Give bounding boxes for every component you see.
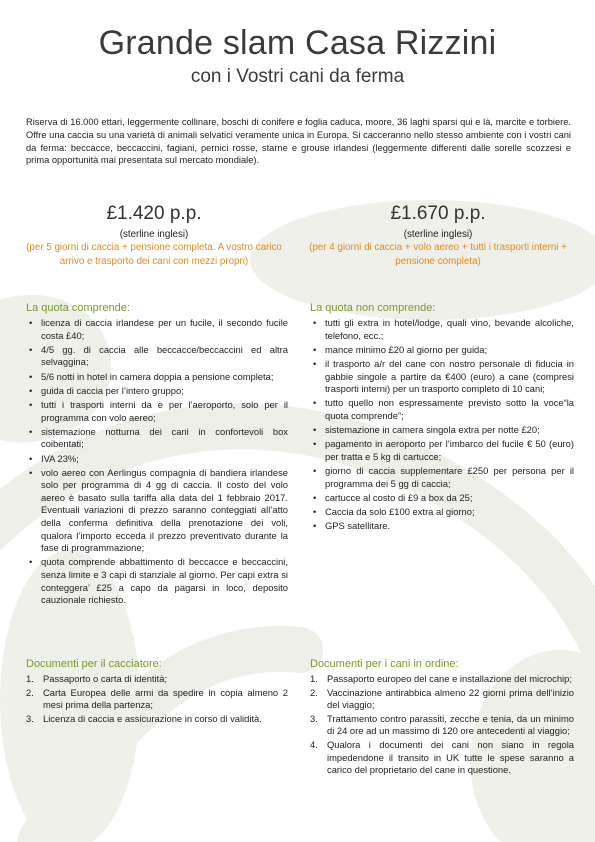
list-item: • 5/6 notti in hotel in camera doppia a pensione completa; [26, 371, 288, 384]
list-item [310, 687, 574, 712]
list-item: • guida di caccia per l’intero gruppo; [26, 385, 288, 398]
list-item [26, 713, 288, 726]
item-number: 3. [26, 712, 34, 724]
section-title: La quota comprende: [26, 302, 130, 314]
list-item [26, 687, 288, 712]
list-item: • mance minimo £20 al giorno per guida; [310, 344, 574, 357]
price-block-5-days [24, 202, 284, 268]
list-item: • tutto quello non espressamente previsto sotto la voce“la quota comprende”; [310, 397, 574, 422]
item-text: Passaporto europeo del cane e installazione del microchip; [327, 673, 572, 684]
list-item: • sistemazione in camera singola extra per notte £20; [310, 424, 574, 437]
item-number: 1. [310, 673, 318, 684]
list-item: • IVA 23%; [26, 453, 288, 466]
item-text: Passaporto o carta di identità; [43, 673, 168, 684]
item-number: 4. [310, 738, 318, 750]
list-item [310, 673, 574, 686]
list-item: • Caccia da solo £100 extra al giorno; [310, 506, 574, 519]
item-number: 1. [26, 673, 34, 684]
excluded-list [310, 317, 574, 533]
list-item [310, 739, 574, 777]
item-number: 3. [310, 712, 318, 724]
section-title: Documenti per i cani in ordine: [310, 658, 459, 670]
price-amount: £1.420 p.p. [106, 203, 202, 224]
included-list [26, 317, 288, 607]
price-currency: (sterline inglesi) [119, 229, 189, 240]
list-item: • tutti i trasporti interni da e per l’aeroporto, solo per il programma con volo aereo; [26, 399, 288, 424]
list-item: • sistemazione notturna dei cani in confortevoli box coibentati; [26, 426, 288, 451]
page-subtitle: con i Vostri cani da ferma [190, 66, 405, 87]
list-item: • 4/5 gg. di caccia alle beccacce/beccaccini ed altra selvaggina; [26, 344, 288, 369]
list-item [26, 673, 288, 686]
price-note: (per 4 giorni di caccia + volo aereo + tutti i trasporti interni + pensione completa) [309, 242, 567, 267]
item-text: Carta Europea delle armi da spedire in copia almeno 2 mesi prima della partenza; [43, 686, 288, 711]
list-item: • tutti gli extra in hotel/lodge, quali vino, bevande alcoliche, telefono, ecc.; [310, 317, 574, 342]
price-amount: £1.670 p.p. [390, 203, 486, 224]
item-text: Vaccinazione antirabbica almeno 22 giorni prima dell’inizio del viaggio; [327, 686, 574, 711]
list-item: • il trasporto a/r del cane con nostro personale di fiducia in gabbie singole a partire da €400 (euro) a cane (compresi trasporti interni) per un trasporto completo di 10 cani; [310, 358, 574, 396]
list-item: • giorno di caccia supplementare £250 per persona per il programma dei 5 gg di caccia; [310, 465, 574, 490]
section-title: Documenti per il cacciatore: [26, 658, 162, 670]
hunter-documents-list [26, 673, 288, 725]
item-text: Trattamento contro parassiti, zecche e tenia, da un minimo di 24 ore ad un massimo di 120 ore antecedenti al viaggio; [327, 712, 574, 737]
included-section [26, 301, 288, 608]
dog-documents-list [310, 673, 574, 777]
item-text: Licenza di caccia e assicurazione in corso di validità. [43, 712, 262, 724]
list-item: • quota comprende abbattimento di beccacce e beccaccini, senza limite e 3 capi di stanziale al giorno. Per capi extra si conteggera’ £25 a capo da pagarsi in loco, deposito cauzionale richiesto. [26, 556, 288, 606]
hunter-documents-section [26, 657, 288, 726]
list-item [310, 713, 574, 738]
list-item: • licenza di caccia irlandese per un fucile, il secondo fucile costa £40; [26, 317, 288, 342]
list-item: • cartucce al costo di £9 a box da 25; [310, 492, 574, 505]
intro-paragraph: Riserva di 16.000 ettari, leggermente collinare, boschi di conifere e foglia caduca, moore, 36 laghi sparsi qui e là, marcite e torbiere. Offre una caccia su una varietà di animali selvatici veramente unica in Europa. Si cacceranno nello stesso ambiente con i vostri cani da ferma: beccacce, beccaccini, fagiani, pernici rosse, starne e grouse irlandesi (leggermente differenti dalle sorelle scozzesi e prima opportunità mai presentata sul mercato mondiale). [26, 117, 571, 166]
list-item: • pagamento in aeroporto per l’imbarco del fucile € 50 (euro) per tratta e 5 kg di cartucce; [310, 438, 574, 463]
price-block-4-days [308, 202, 568, 268]
item-text: Qualora i documenti dei cani non siano in regola impedendone il transito in UK tutte le spese saranno a carico del proprietario del cane in questione. [327, 738, 574, 776]
price-note: (per 5 giorni di caccia + pensione completa. A vostro carico arrivo e trasporto dei cani con mezzi propri) [26, 242, 282, 267]
dog-documents-section [310, 657, 574, 778]
list-item: • GPS satellitare. [310, 520, 574, 533]
excluded-section [310, 301, 574, 534]
item-number: 2. [310, 686, 318, 698]
page-title: Grande slam Casa Rizzini [98, 24, 497, 62]
section-title: La quota non comprende: [310, 302, 436, 314]
list-item: • volo aereo con Aerlingus compagnia di bandiera irlandese solo per programma di 4 gg di caccia. Il costo del volo aereo è basato sulla tariffa alla data del 1 febbraio 2017. Eventuali variazioni di prezzo saranno conteggiati all’atto della conferma definitiva della prenotazione dei voli, qualora l’importo ecceda il prezzo preventivato durante la fase di programmazione; [26, 467, 288, 555]
price-currency: (sterline inglesi) [403, 229, 473, 240]
item-number: 2. [26, 686, 34, 698]
